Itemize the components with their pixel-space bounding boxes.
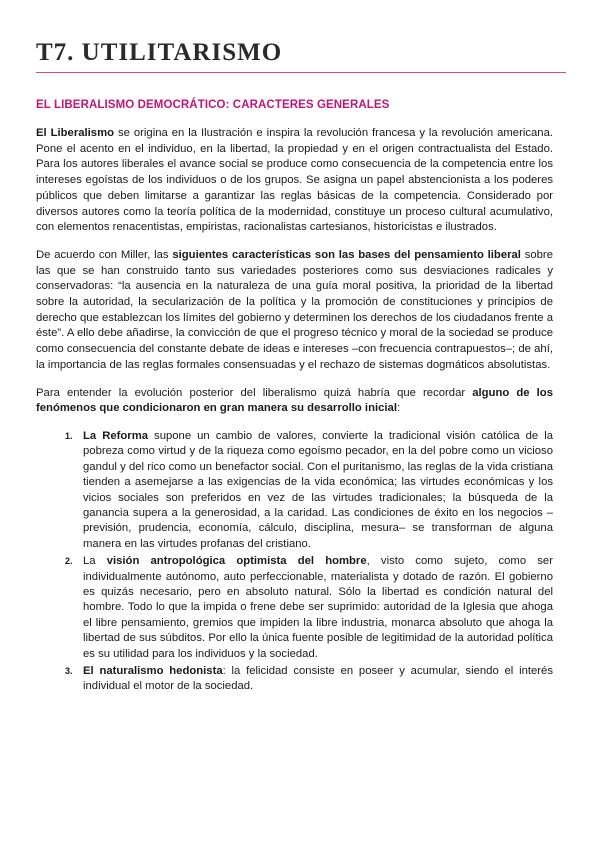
paragraph-text: Para entender la evolución posterior del liberalismo quizá habría que recordar	[36, 386, 473, 399]
paragraph-text: sobre las que se han construido tanto sus variedades posteriores como sus desviaciones radicales y conservadoras: “la ausencia en la naturaleza de una guía moral positiva, la prioridad de la libertad sobre la autoridad, la secularización de la política y la promoción de constituciones y principios de derecho que establezcan los límites del gobierno y determinen los derechos de los ciudadanos frente a éste”. A ello debe añadirse, la convicción de que el progreso técnico y moral de la sociedad se produce como consecuencia del constante debate de ideas e intereses –con frecuencia contrapuestos–; de ahí, la importancia de las reglas formales consensuadas y el rechazo de sistemas dogmáticos absolutistas.	[36, 248, 553, 371]
bold-term: El naturalismo hedonista	[83, 665, 223, 678]
list-number: 3.	[65, 666, 73, 677]
phenomena-list	[36, 429, 553, 695]
bold-term: El Liberalismo	[36, 127, 115, 139]
item-text: , visto como sujeto, como ser individualmente autónomo, auto perfeccionable, materialista y dotado de razón. El gobierno es quizás necesario, pero en absoluto natural. Sólo la libertad es condición natural del hombre. Todo lo que la impida o frene debe ser suprimido: autoridad de la Iglesia que ahoga el libre pensamiento, gremios que impiden la libre industria, monarca absoluto que ahoga la libertad de sus súbditos. Por ello la única fuente posible de legitimidad de la autoridad política es su utilidad para los individuos y la sociedad.	[83, 555, 553, 660]
paragraph-liberalismo	[36, 126, 553, 236]
page-title: T7. UTILITARISMO	[36, 39, 283, 66]
item-text: supone un cambio de valores, convierte la tradicional visión católica de la pobreza como virtud y de la riqueza como egoísmo pecador, en la del pobre como un vicioso gandul y del rico como un benefactor social. Con el puritanismo, las reglas de la vida cristiana tienden a asemejarse a las exigencias de la vida económica; las virtudes económicas y los vicios sociales son preferidos en vez de las virtudes tradicionales; la búsqueda de la ganancia supera a la generosidad, a la caridad. Las condiciones de éxito en los negocios –previsión, prudencia, economía, cálculo, disciplina, mesura– se transforman de alguna manera en las virtudes profanas del cristiano.	[83, 429, 553, 550]
paragraph-text: :	[396, 402, 401, 415]
paragraph-evolucion	[36, 386, 553, 417]
list-item	[65, 554, 553, 662]
list-item	[65, 429, 553, 552]
bold-term: alguno de los fenómenos que condicionaron en gran manera su desarrollo inicial	[36, 386, 553, 415]
paragraph-text: De acuerdo con Miller, las	[36, 248, 173, 261]
paragraph-text: se origina en la Ilustración e inspira la revolución francesa y la revolución americana. Pone el acento en el individuo, en la libertad, la propiedad y en el origen contractualista del Estado. Para los autores liberales el avance social se produce como consecuencia de la competencia entre los intereses egoístas de los individuos o de los grupos. Se asigna un papel abstencionista a los poderes públicos que deben limitarse a garantizar las reglas básicas de la competencia. Considerado por diversos autores como la teoría política de la modernidad, constituye un proceso cultural acumulativo, con elementos renacentistas, empiristas, racionalistas cartesianos, historicistas e ilustrados.	[36, 127, 553, 234]
item-text: La	[83, 555, 107, 568]
bold-term: visión antropológica optimista del hombre	[106, 555, 367, 568]
bold-term: La Reforma	[83, 429, 149, 442]
list-item	[65, 664, 553, 695]
paragraph-miller	[36, 248, 553, 374]
item-text: : la felicidad consiste en poseer y acumular, siendo el interés individual el motor de la sociedad.	[83, 665, 553, 693]
bold-term: siguientes características son las bases del pensamiento liberal	[172, 248, 521, 261]
list-number: 1.	[65, 430, 73, 441]
title-underline	[36, 72, 566, 73]
section-heading: EL LIBERALISMO DEMOCRÁTICO: CARACTERES GENERALES	[36, 99, 390, 111]
list-number: 2.	[65, 556, 73, 567]
